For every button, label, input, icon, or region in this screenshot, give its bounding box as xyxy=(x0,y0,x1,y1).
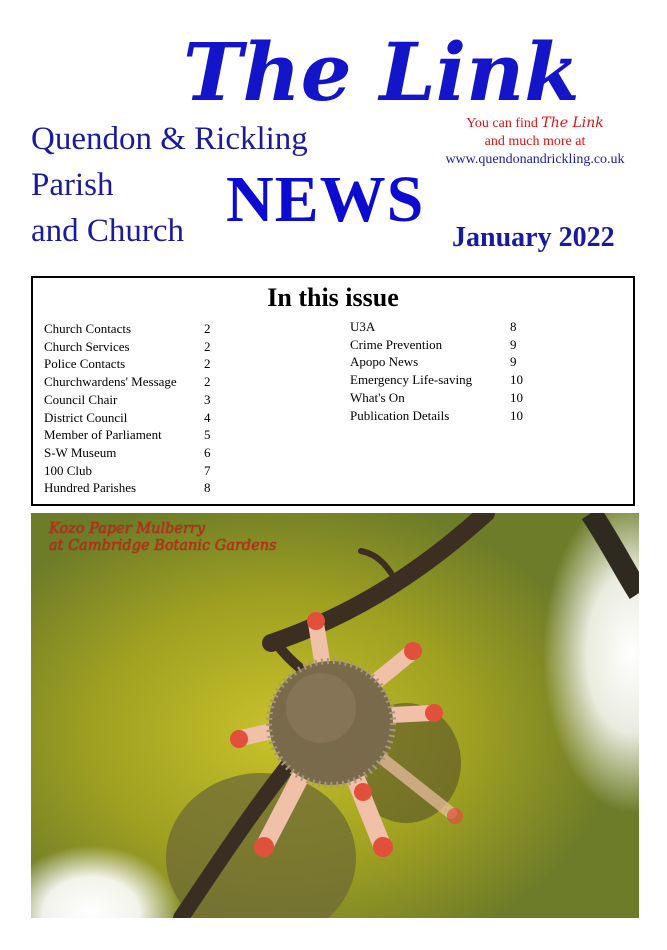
contents-item-page: 7 xyxy=(204,462,211,478)
contents-item-page: 2 xyxy=(204,374,211,390)
contents-list-right xyxy=(350,318,540,424)
contents-item-title: Publication Details xyxy=(350,407,450,423)
promo-line1 xyxy=(430,114,640,133)
promo-prefix: You can find xyxy=(466,116,542,131)
contents-item-title: Emergency Life-saving xyxy=(350,372,473,388)
photo-caption xyxy=(49,521,277,555)
branch xyxy=(591,513,639,593)
contents-item[interactable] xyxy=(350,389,540,407)
website-promo xyxy=(430,114,640,169)
contents-item-title: S-W Museum xyxy=(44,444,117,460)
parish-name-line1: Quendon & Rickling xyxy=(31,121,308,157)
contents-item-page: 3 xyxy=(204,391,211,407)
contents-item-title: U3A xyxy=(350,319,376,334)
contents-item[interactable] xyxy=(44,391,234,409)
contents-item-title: Church Contacts xyxy=(44,321,132,336)
contents-item[interactable] xyxy=(44,373,234,391)
mulberry-illustration xyxy=(31,513,639,918)
parish-name-line3: and Church xyxy=(31,213,185,249)
contents-item-title: What's On xyxy=(350,389,405,405)
contents-item[interactable] xyxy=(350,371,540,389)
contents-item-title: Churchwardens' Message xyxy=(44,374,177,390)
contents-item-page: 10 xyxy=(510,407,523,423)
promo-brand: The Link xyxy=(541,115,604,131)
website-link[interactable]: www.quendonandrickling.co.uk xyxy=(445,152,625,167)
contents-item-title: Police Contacts xyxy=(44,356,126,372)
contents-item-page: 2 xyxy=(204,338,211,354)
cover-photo xyxy=(31,513,639,918)
parish-name-line2: Parish xyxy=(31,167,114,203)
contents-item[interactable] xyxy=(44,355,234,373)
photo-caption-line1: Kozo Paper Mulberry xyxy=(49,521,206,537)
contents-item-page: 5 xyxy=(204,427,211,443)
contents-item-page: 10 xyxy=(510,389,523,405)
contents-item[interactable] xyxy=(44,320,234,338)
contents-item[interactable] xyxy=(44,479,234,497)
contents-heading: In this issue xyxy=(267,283,399,312)
contents-item-title: Hundred Parishes xyxy=(44,480,137,496)
contents-item-title: Council Chair xyxy=(44,391,118,407)
contents-item[interactable] xyxy=(44,426,234,444)
contents-item-title: District Council xyxy=(44,409,128,425)
contents-item-title: 100 Club xyxy=(44,462,93,478)
contents-item-title: Crime Prevention xyxy=(350,336,443,352)
contents-item-page: 4 xyxy=(204,409,211,425)
contents-item[interactable] xyxy=(44,462,234,480)
fruit-highlight xyxy=(286,673,356,743)
news-heading: NEWS xyxy=(226,163,425,236)
contents-item-page: 2 xyxy=(204,321,211,336)
contents-box xyxy=(31,276,635,506)
contents-item-title: Member of Parliament xyxy=(44,427,162,443)
contents-item-title: Apopo News xyxy=(350,354,419,370)
contents-item[interactable] xyxy=(350,353,540,371)
photo-caption-line2: at Cambridge Botanic Gardens xyxy=(49,538,277,554)
contents-item-title: Church Services xyxy=(44,338,130,354)
issue-date: January 2022 xyxy=(452,222,615,253)
contents-item-page: 9 xyxy=(510,336,517,352)
contents-item[interactable] xyxy=(350,336,540,354)
contents-item-page: 2 xyxy=(204,356,211,372)
contents-item-page: 10 xyxy=(510,372,523,388)
contents-item-page: 8 xyxy=(204,480,211,496)
contents-item[interactable] xyxy=(350,407,540,425)
contents-item[interactable] xyxy=(44,338,234,356)
contents-item[interactable] xyxy=(350,318,540,336)
contents-item-page: 8 xyxy=(510,319,517,334)
masthead-title: The Link xyxy=(183,25,580,119)
contents-list-left xyxy=(44,320,234,497)
contents-item[interactable] xyxy=(44,444,234,462)
promo-line2: and much more at xyxy=(484,134,586,149)
contents-item-page: 9 xyxy=(510,354,517,370)
contents-item[interactable] xyxy=(44,409,234,427)
branch xyxy=(271,513,486,643)
branch xyxy=(361,551,391,573)
contents-item-page: 6 xyxy=(204,444,211,460)
